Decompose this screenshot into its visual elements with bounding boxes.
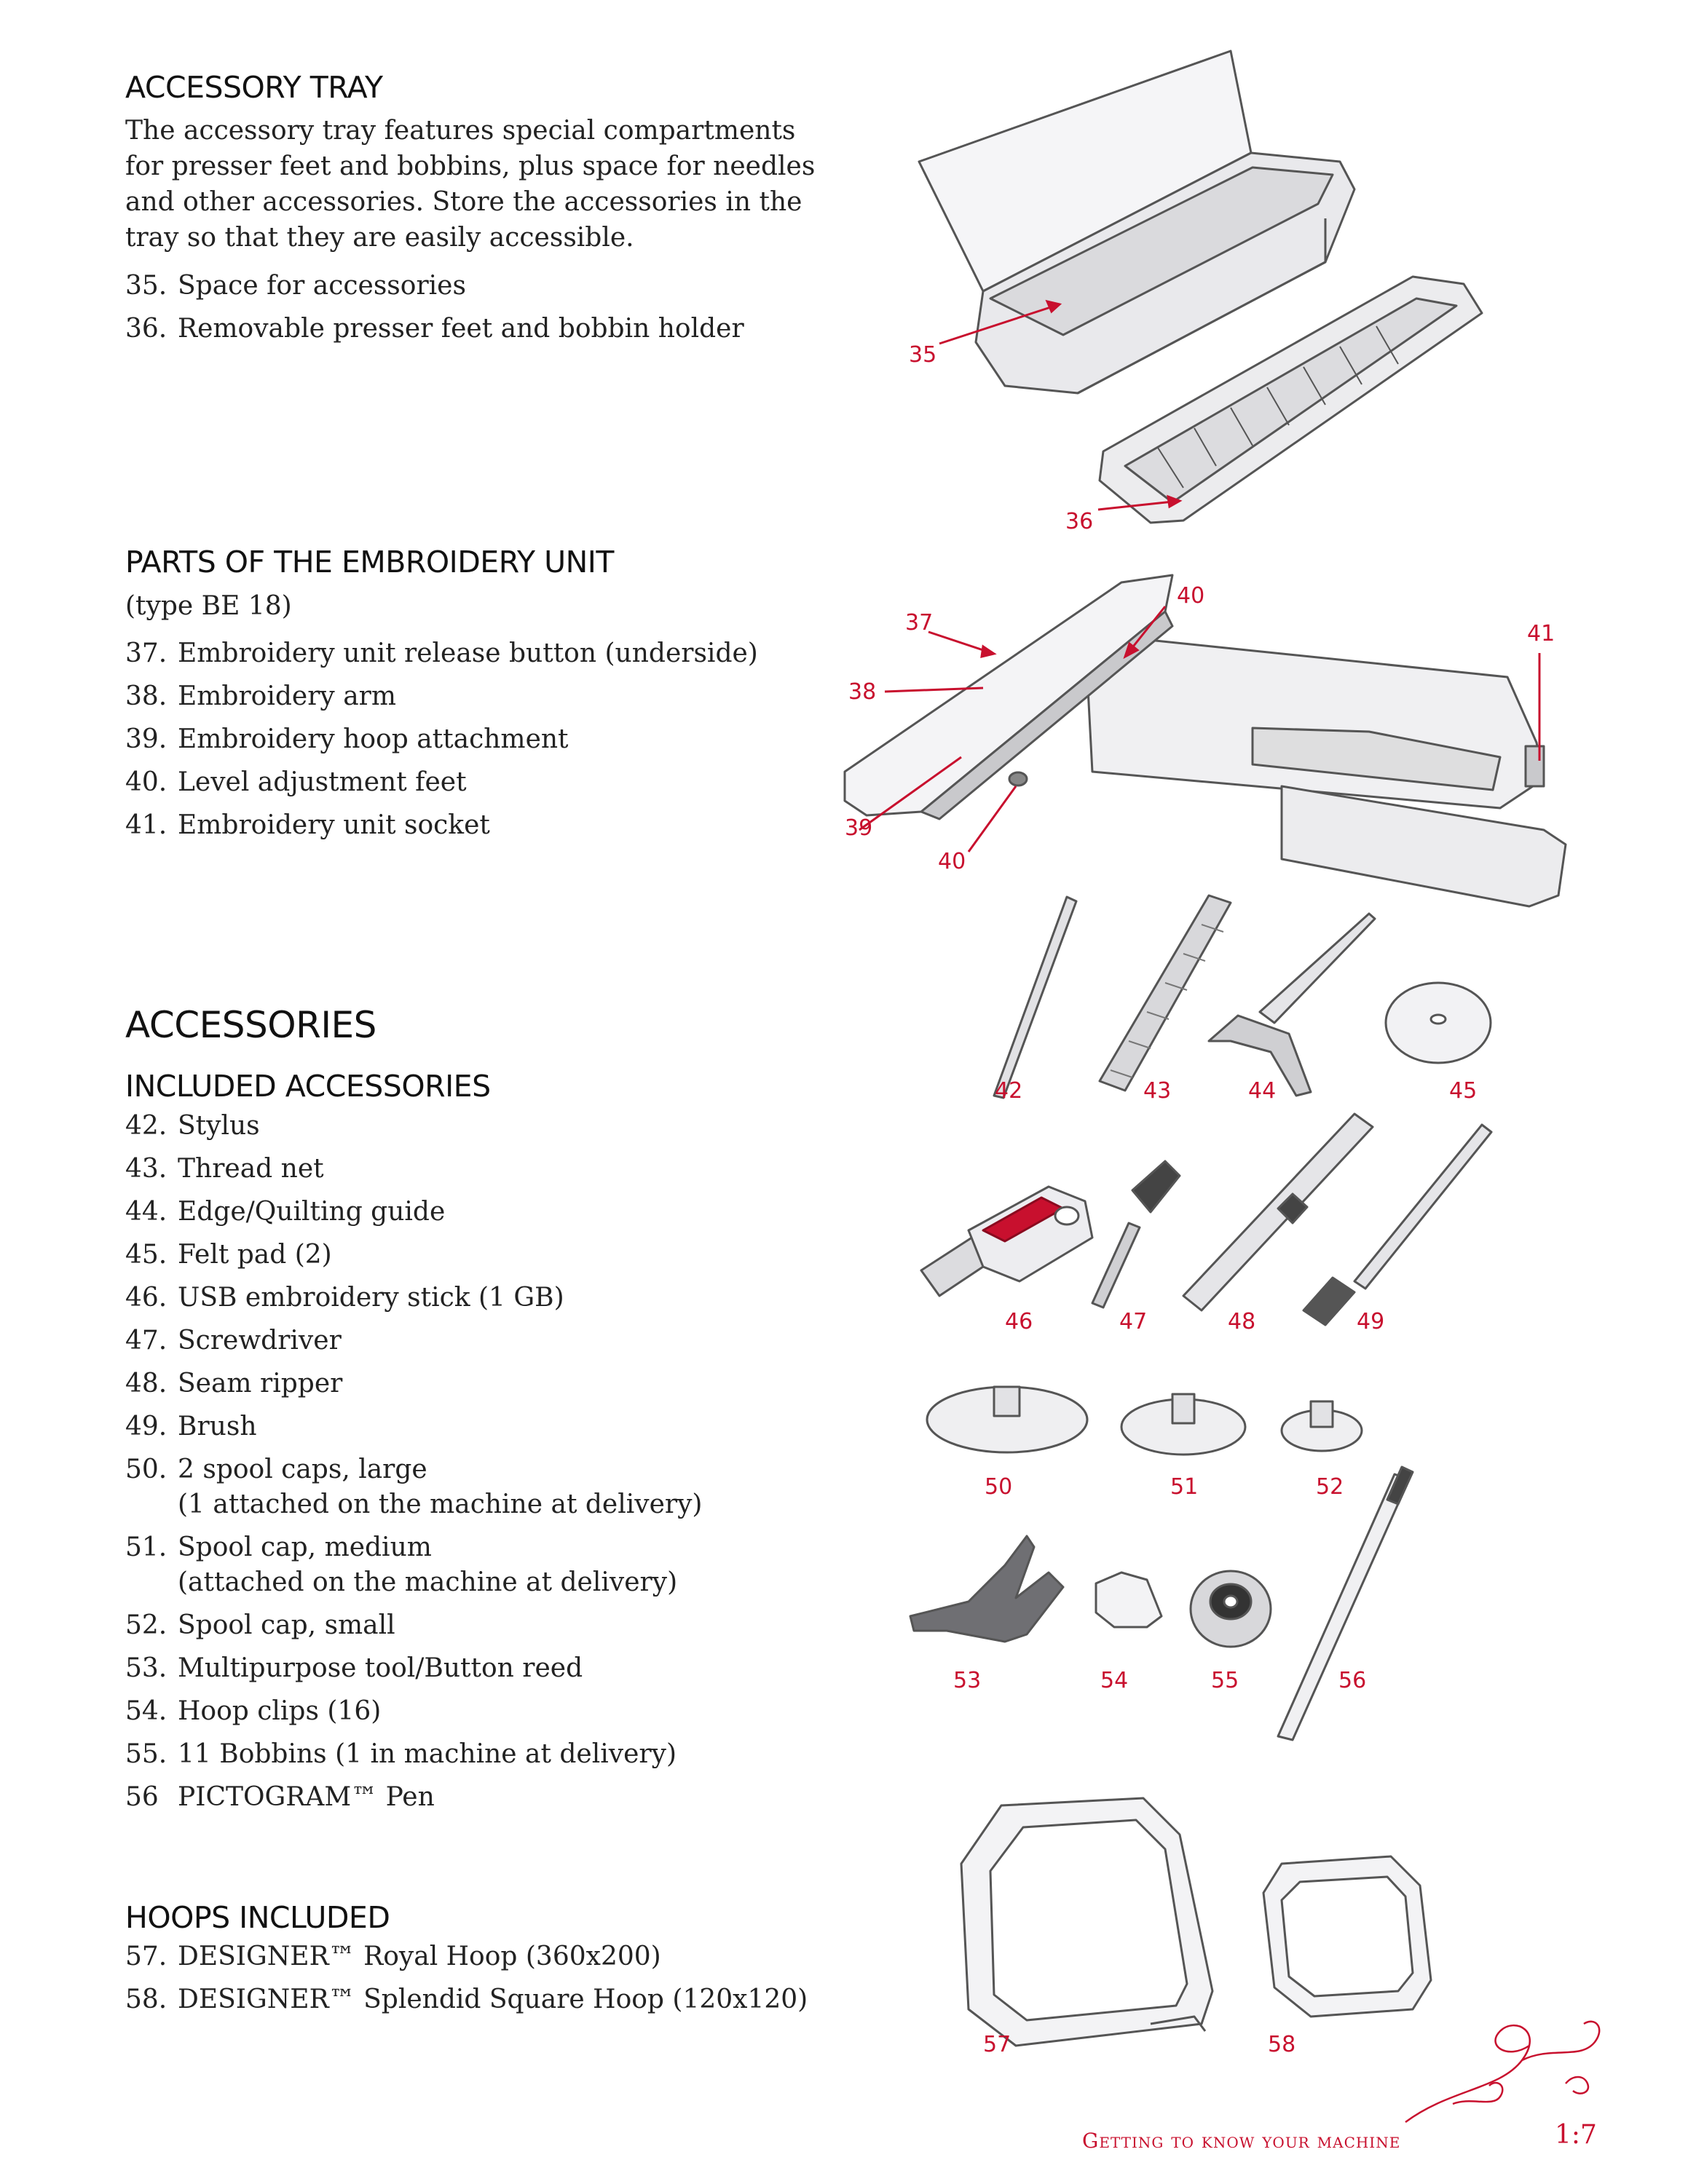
accessory-tray-paragraph: The accessory tray features special compartments for presser feet and bobbins, plus space for needles and other accessories. Store the accessories in the tray so that they are easily accessible. <box>125 116 816 253</box>
list-item: 45. Felt pad (2) <box>125 1240 332 1270</box>
callout-40-top: 40 <box>1177 583 1205 609</box>
list-item: 49. Brush <box>125 1412 257 1441</box>
list-item: 37. Embroidery unit release button (underside) <box>125 638 758 668</box>
callout-57: 57 <box>983 2032 1011 2057</box>
callout-47: 47 <box>1119 1309 1148 1334</box>
callout-58: 58 <box>1268 2032 1296 2057</box>
spool-cap-small-illustration <box>1282 1401 1362 1451</box>
accessory-tray-heading: ACCESSORY TRAY <box>125 70 383 105</box>
callout-42: 42 <box>995 1078 1023 1104</box>
list-item: 43. Thread net <box>125 1154 324 1184</box>
stylus-illustration <box>994 897 1076 1098</box>
callout-46: 46 <box>1005 1309 1033 1334</box>
royal-hoop-illustration <box>961 1798 1212 2046</box>
callout-56: 56 <box>1338 1668 1367 1693</box>
list-item: 44. Edge/Quilting guide <box>125 1197 446 1227</box>
callout-40-bottom: 40 <box>938 849 966 874</box>
seam-ripper-illustration <box>1183 1114 1373 1310</box>
decorative-swirl-icon <box>1405 2022 1599 2122</box>
footer-chapter-title: Getting to know your machine <box>1082 2129 1401 2153</box>
list-item: 35. Space for accessories <box>125 271 466 301</box>
list-item: 48. Seam ripper <box>125 1369 343 1398</box>
list-item: 50. 2 spool caps, large (1 attached on the machine at delivery) <box>125 1455 703 1519</box>
hoop-clip-illustration <box>1096 1572 1162 1627</box>
callout-45: 45 <box>1449 1078 1478 1104</box>
list-item: 58. DESIGNER™ Splendid Square Hoop (120x120) <box>125 1985 808 2014</box>
bobbin-illustration <box>1191 1571 1271 1647</box>
list-item: 39. Embroidery hoop attachment <box>125 724 569 754</box>
footer-page-number: 1:7 <box>1555 2120 1597 2150</box>
list-item: 53. Multipurpose tool/Button reed <box>125 1653 583 1683</box>
callout-53: 53 <box>953 1668 982 1693</box>
callout-52: 52 <box>1316 1474 1344 1500</box>
accessory-tray-illustration <box>919 51 1354 393</box>
included-accessories-heading: INCLUDED ACCESSORIES <box>125 1069 491 1104</box>
list-item: 41. Embroidery unit socket <box>125 810 490 840</box>
screwdriver-illustration <box>1092 1161 1180 1307</box>
callout-54: 54 <box>1100 1668 1129 1693</box>
callout-43: 43 <box>1143 1078 1172 1104</box>
embroidery-unit-heading: PARTS OF THE EMBROIDERY UNIT <box>125 545 614 579</box>
list-item: 38. Embroidery arm <box>125 681 397 711</box>
thread-net-illustration <box>1100 895 1231 1091</box>
callout-50: 50 <box>985 1474 1013 1500</box>
list-item: 52. Spool cap, small <box>125 1610 395 1640</box>
list-item: 46. USB embroidery stick (1 GB) <box>125 1283 564 1313</box>
usb-stick-illustration <box>921 1187 1092 1296</box>
callout-38: 38 <box>848 679 877 705</box>
list-item: 56 PICTOGRAM™ Pen <box>125 1782 435 1812</box>
list-item: 42. Stylus <box>125 1111 260 1141</box>
callout-35: 35 <box>909 342 937 368</box>
callout-55: 55 <box>1211 1668 1239 1693</box>
multipurpose-tool-illustration <box>910 1536 1063 1642</box>
callout-36: 36 <box>1065 509 1094 534</box>
felt-pad-illustration <box>1386 983 1491 1063</box>
hoops-heading: HOOPS INCLUDED <box>125 1900 390 1935</box>
list-item: 47. Screwdriver <box>125 1326 342 1356</box>
callout-39: 39 <box>845 815 873 841</box>
list-item: 40. Level adjustment feet <box>125 767 467 797</box>
list-item: 54. Hoop clips (16) <box>125 1696 382 1726</box>
edge-guide-illustration <box>1209 914 1375 1096</box>
callout-49: 49 <box>1357 1309 1385 1334</box>
callout-51: 51 <box>1170 1474 1199 1500</box>
callout-48: 48 <box>1228 1309 1256 1334</box>
list-item: 57. DESIGNER™ Royal Hoop (360x200) <box>125 1942 661 1971</box>
callout-37: 37 <box>905 610 934 636</box>
list-item: 36. Removable presser feet and bobbin holder <box>125 314 744 344</box>
list-item: 51. Spool cap, medium (attached on the machine at delivery) <box>125 1532 678 1597</box>
spool-cap-medium-illustration <box>1121 1394 1245 1455</box>
callout-41: 41 <box>1527 621 1555 646</box>
square-hoop-illustration <box>1263 1856 1431 2017</box>
callout-44: 44 <box>1248 1078 1277 1104</box>
list-item: 55. 11 Bobbins (1 in machine at delivery) <box>125 1739 677 1769</box>
accessories-heading: ACCESSORIES <box>125 1004 376 1046</box>
spool-cap-large-illustration <box>927 1387 1087 1452</box>
pictogram-pen-illustration <box>1278 1467 1413 1740</box>
embroidery-unit-subtitle: (type BE 18) <box>125 591 292 621</box>
